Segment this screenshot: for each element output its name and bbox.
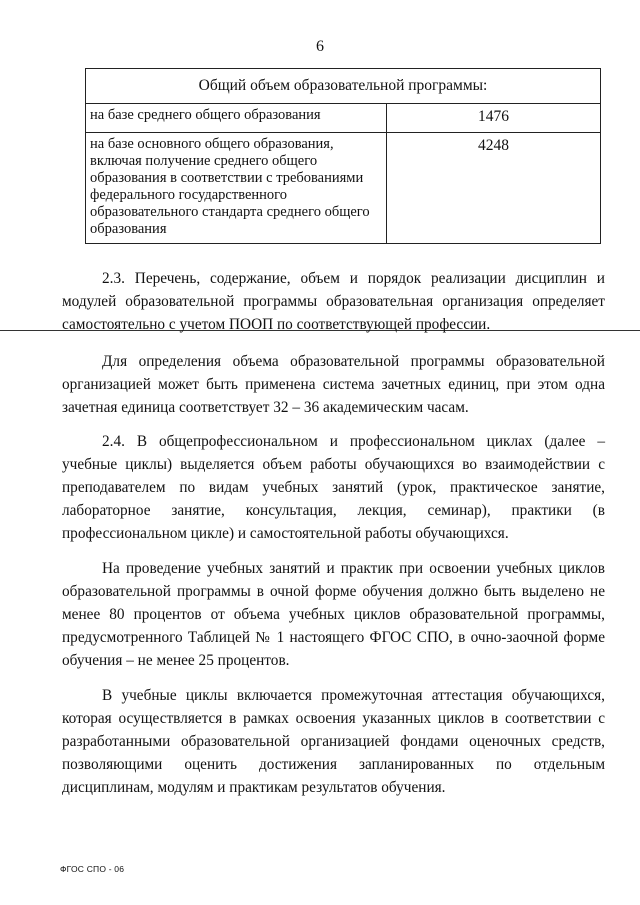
- table-row-value: 1476: [387, 104, 601, 133]
- table-row: [86, 133, 601, 244]
- paragraph-classes-volume: [62, 557, 605, 672]
- paragraph-2-4: [62, 430, 605, 545]
- paragraph-attestation: [62, 684, 605, 799]
- page-footer: ФГОС СПО - 06: [60, 864, 125, 874]
- paragraph-text: 2.4. В общепрофессиональном и профессиональном циклах (далее – учебные циклы) выделяется объем работы обучающихся во взаимодействии с преподавателем по видам учебных занятий (урок, практическое занятие, лабораторное занятие, консультация, лекция, семинар), практики (в профессиональном цикле) и самостоятельной работы обучающихся.: [62, 433, 605, 542]
- program-volume-table: [85, 68, 601, 244]
- table-row: [86, 104, 601, 133]
- paragraph-credit-units: [62, 350, 605, 419]
- table-row-value: 4248: [387, 133, 601, 244]
- paragraph-text: 2.3. Перечень, содержание, объем и порядок реализации дисциплин и модулей образовательной программы образовательная организация определяет самостоятельно с учетом ПООП по соответствующей профессии.: [62, 270, 605, 333]
- table-header: Общий объем образовательной программы:: [86, 69, 601, 104]
- table-row-label: на базе среднего общего образования: [86, 104, 387, 133]
- table-header-row: [86, 69, 601, 104]
- page-number: 6: [316, 38, 324, 55]
- paragraph-text: Для определения объема образовательной программы образовательной организацией может быть применена система зачетных единиц, при этом одна зачетная единица соответствует 32 – 36 академическим часам.: [62, 353, 605, 416]
- paragraph-2-3: [62, 267, 605, 336]
- table-row-label: на базе основного общего образования, включая получение среднего общего образования в соответствии с требованиями федерального государственного образовательного стандарта среднего общего образования: [86, 133, 387, 244]
- paragraph-text: В учебные циклы включается промежуточная аттестация обучающихся, которая осуществляется в рамках освоения указанных циклов в соответствии с разработанными образовательной организацией фондами оценочных средств, позволяющими оценить достижения запланированных по отдельным дисциплинам, модулям и практикам результатов обучения.: [62, 687, 605, 796]
- paragraph-text: На проведение учебных занятий и практик при освоении учебных циклов образовательной программы в очной форме обучения должно быть выделено не менее 80 процентов от объема учебных циклов образовательной программы, предусмотренного Таблицей № 1 настоящего ФГОС СПО, в очно-заочной форме обучения – не менее 25 процентов.: [62, 560, 605, 669]
